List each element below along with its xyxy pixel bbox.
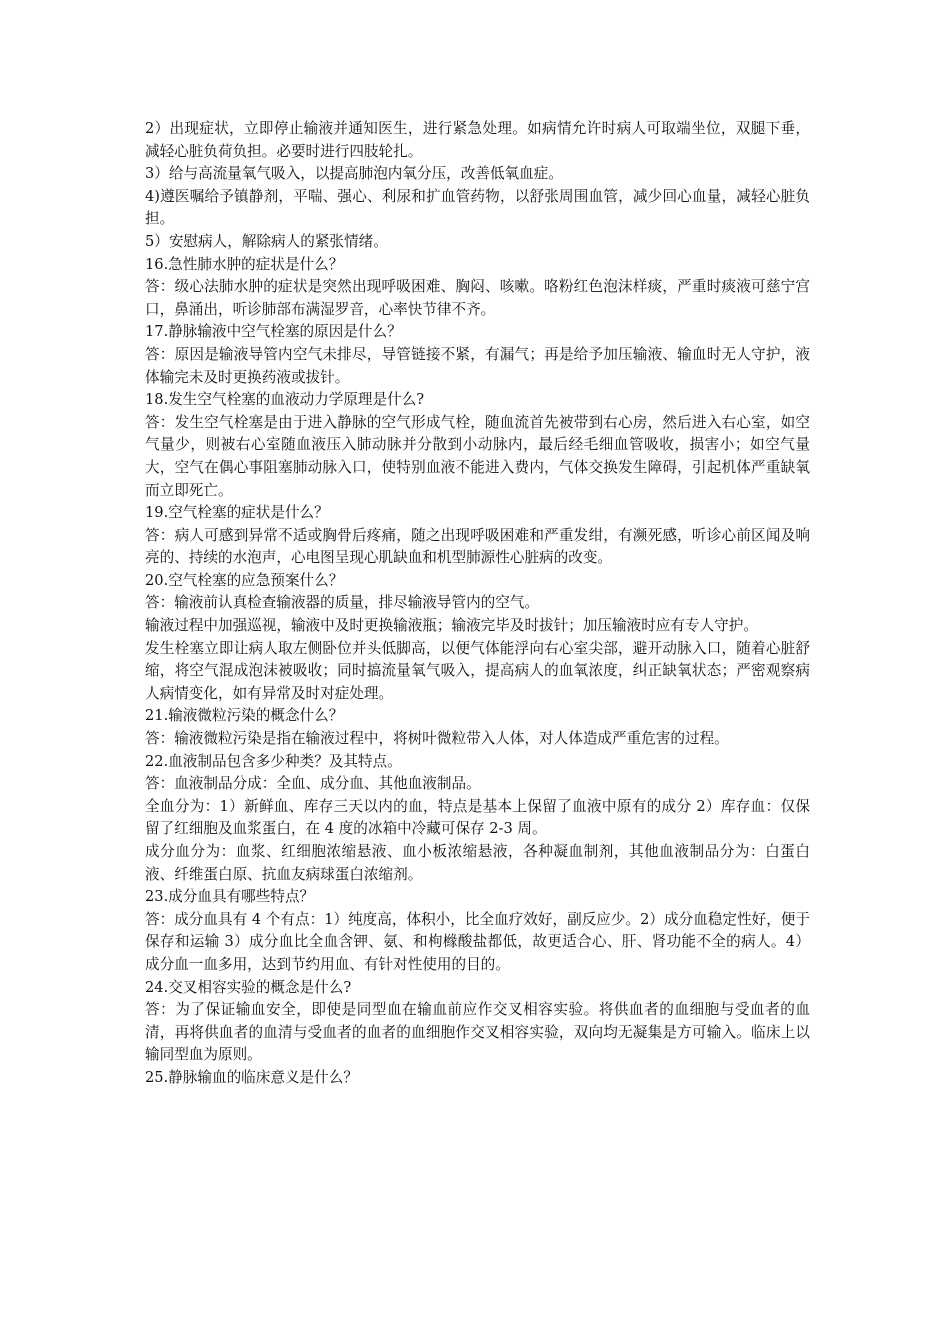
question-25: 25.静脉输血的临床意义是什么？	[145, 1068, 358, 1086]
answer-20: 答：输液前认真检查输液器的质量，排尽输液导管内的空气。	[145, 594, 540, 612]
answer-18: 答：发生空气栓塞是由于进入静脉的空气形成气栓，随血流首先被带到右心房，然后进入右心室，如空气量少，则被右心室随血液压入肺动脉并分散到小动脉内，最后经毛细血管吸收，损害小；如空气量大，空气在偶心事阻塞肺动脉入口，使特别血液不能进入费内，气体交换发生障碍，引起机体严重缺氧而立即死亡。	[145, 413, 810, 499]
answer-20-continued-2: 发生栓塞立即让病人取左侧卧位并头低脚高，以便气体能浮向右心室尖部，避开动脉入口，随着心脏舒缩，将空气混成泡沫被吸收；同时搞流量氧气吸入，提高病人的血氧浓度，纠正缺氧状态；严密观察病人病情变化，如有异常及时对症处理。	[145, 639, 810, 702]
question-23: 23.成分血具有哪些特点？	[145, 888, 315, 906]
document-page	[145, 118, 810, 1090]
question-17: 17.静脉输液中空气栓塞的原因是什么？	[145, 323, 402, 341]
answer-21: 答：输液微粒污染是指在输液过程中，将树叶微粒带入人体，对人体造成严重危害的过程。	[145, 730, 729, 748]
answer-20-continued-1: 输液过程中加强巡视，输液中及时更换输液瓶；输液完毕及时拔针；加压输液时应有专人守护。	[145, 617, 758, 635]
answer-22-component-blood: 成分血分为：血浆、红细胞浓缩悬液、血小板浓缩悬液，各种凝血制剂，其他血液制品分为：白蛋白液、纤维蛋白原、抗血友病球蛋白浓缩剂。	[145, 843, 810, 883]
answer-22: 答：血液制品分成：全血、成分血、其他血液制品。	[145, 775, 481, 793]
answer-16: 答：级心法肺水肿的症状是突然出现呼吸困难、胸闷、咳嗽。咯粉红色泡沫样痰，严重时痰液可慈宁宫口，鼻涌出，听诊肺部布满湿罗音，心率快节律不齐。	[145, 278, 810, 318]
answer-17: 答：原因是输液导管内空气未排尽，导管链接不紧，有漏气；再是给予加压输液、输血时无人守护，液体输完未及时更换药液或拔针。	[145, 345, 810, 386]
paragraph-measure-4: 4)遵医嘱给予镇静剂，平喘、强心、利尿和扩血管药物，以舒张周围血管，减少回心血量，减轻心脏负担。	[145, 187, 810, 228]
question-24: 24.交叉相容实验的概念是什么?	[145, 978, 352, 996]
question-20: 20.空气栓塞的应急预案什么？	[145, 571, 344, 589]
question-16: 16.急性肺水肿的症状是什么？	[145, 255, 344, 273]
paragraph-measure-3: 3）给与高流量氧气吸入，以提高肺泡内氧分压，改善低氧血症。	[145, 165, 563, 183]
answer-22-whole-blood: 全血分为：1）新鲜血、库存三天以内的血，特点是基本上保留了血液中原有的成分 2）库存血：仅保留了红细胞及血浆蛋白，在 4 度的冰箱中冷藏可保存 2-3 周。	[145, 797, 810, 838]
answer-19: 答：病人可感到异常不适或胸骨后疼痛，随之出现呼吸困难和严重发绀，有濒死感，听诊心前区闻及响亮的、持续的水泡声，心电图呈现心肌缺血和机型肺源性心脏病的改变。	[145, 526, 810, 567]
answer-23: 答：成分血具有 4 个有点：1）纯度高，体积小，比全血疗效好，副反应少。2）成分血稳定性好，便于保存和运输 3）成分血比全血含钾、氨、和枸橼酸盐都低，故更适合心、肝、肾功能不全的病人。4）成分血一血多用，达到节约用血、有针对性使用的目的。	[145, 910, 810, 973]
paragraph-measure-2: 2）出现症状，立即停止输液并通知医生，进行紧急处理。如病情允许时病人可取端坐位，双腿下垂，减轻心脏负荷负担。必要时进行四肢轮扎。	[145, 120, 810, 160]
answer-24: 答：为了保证输血安全，即使是同型血在输血前应作交叉相容实验。将供血者的血细胞与受血者的血清，再将供血者的血清与受血者的血者的血细胞作交叉相容实验，双向均无凝集是方可输入。临床上以输同型血为原则。	[145, 1001, 810, 1064]
paragraph-measure-5: 5）安慰病人，解除病人的紧张情绪。	[145, 232, 388, 250]
question-21: 21.输液微粒污染的概念什么？	[145, 707, 344, 725]
question-19: 19.空气栓塞的症状是什么？	[145, 504, 329, 522]
question-18: 18.发生空气栓塞的血液动力学原理是什么?	[145, 391, 425, 409]
question-22: 22.血液制品包含多少种类？及其特点。	[145, 752, 402, 770]
